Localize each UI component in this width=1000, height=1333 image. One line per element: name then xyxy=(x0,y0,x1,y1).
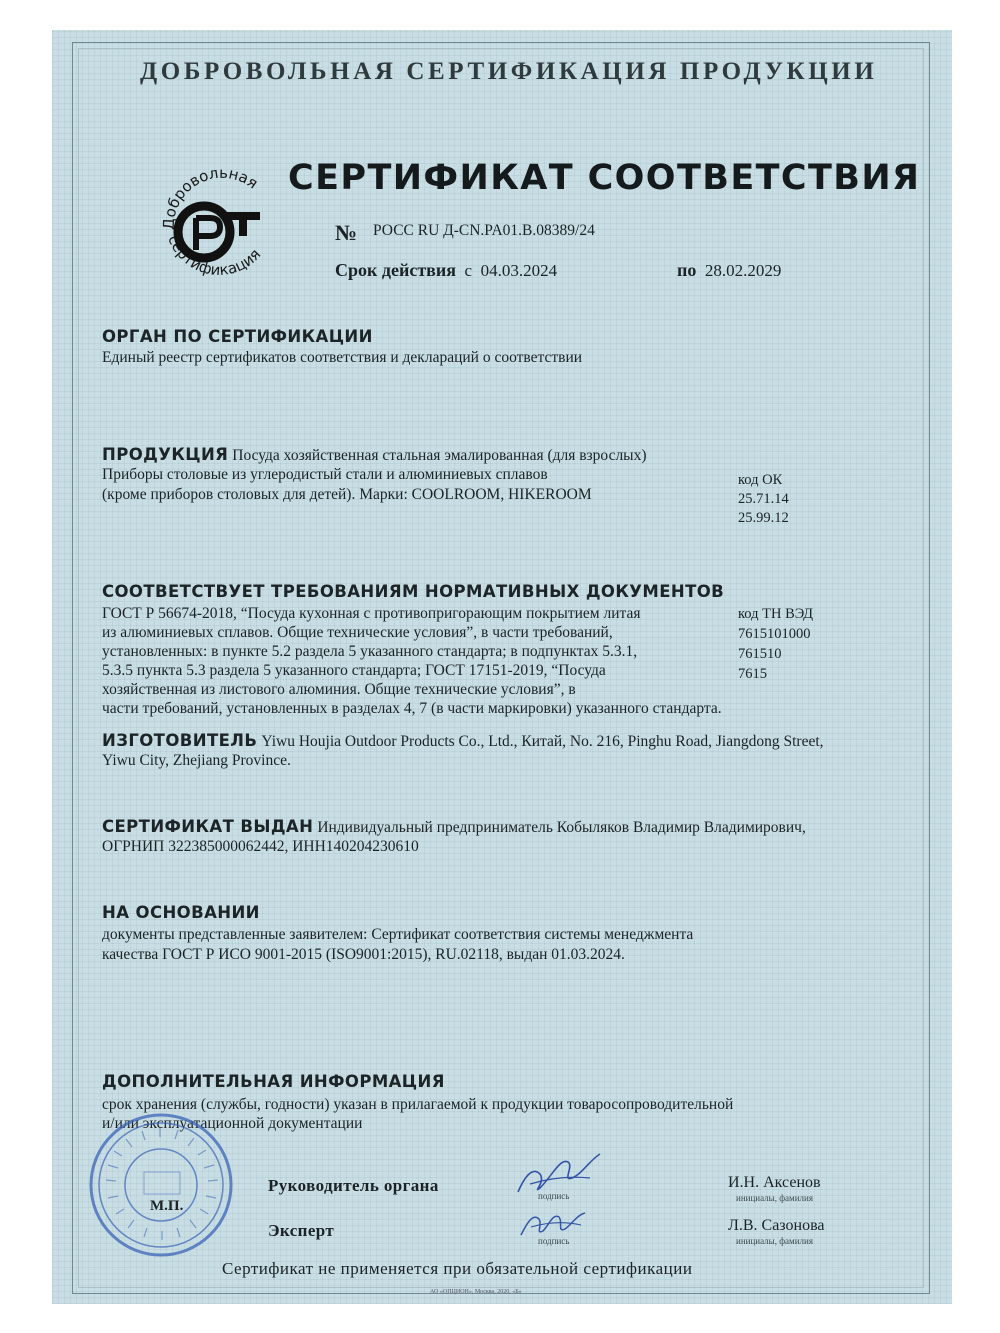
tnved-code-label: код ТН ВЭД xyxy=(738,606,814,622)
issued-to-block xyxy=(102,817,806,837)
certification-body-text: Единый реестр сертификатов соответствия и деклараций о соответствии xyxy=(102,349,583,366)
validity-from-date: 04.03.2024 xyxy=(480,261,558,280)
number-sign: № xyxy=(335,220,358,245)
product-heading: ПРОДУКЦИЯ xyxy=(102,445,229,464)
document-header: ДОБРОВОЛЬНАЯ СЕРТИФИКАЦИЯ ПРОДУКЦИИ xyxy=(140,58,878,85)
ok-code-label: код ОК xyxy=(738,472,783,488)
tnved-code-3: 7615 xyxy=(738,666,767,682)
tnved-code-1: 7615101000 xyxy=(738,626,811,642)
validity-from-label: с xyxy=(464,261,473,280)
official-stamp-icon xyxy=(86,1110,236,1260)
validity-to-label: по xyxy=(677,260,697,280)
requirements-line-1: ГОСТ Р 56674-2018, “Посуда кухонная с противопригорающим покрытием литая xyxy=(102,605,641,622)
logo-top-text: Добровольная xyxy=(160,163,262,231)
manufacturer-line-2: Yiwu City, Zhejiang Province. xyxy=(102,752,291,769)
head-name-caption: инициалы, фамилия xyxy=(736,1193,813,1203)
additional-line-2: и/или эксплуатационной документации xyxy=(102,1115,363,1132)
footer-note: Сертификат не применяется при обязательной сертификации xyxy=(222,1259,693,1278)
basis-line-2: качества ГОСТ Р ИСО 9001-2015 (ISO9001:2015), RU.02118, выдан 01.03.2024. xyxy=(102,946,625,963)
expert-name-caption: инициалы, фамилия xyxy=(736,1236,813,1246)
validity-label: Срок действия xyxy=(335,260,457,280)
expert-name: Л.В. Сазонова xyxy=(728,1217,825,1234)
manufacturer-line-1: Yiwu Houjia Outdoor Products Co., Ltd., Китай, No. 216, Pinghu Road, Jiangdong Street, xyxy=(261,733,824,750)
product-line-1: Посуда хозяйственная стальная эмалированная (для взрослых) xyxy=(232,447,647,464)
stamp-place-label: М.П. xyxy=(150,1198,184,1214)
certificate-number: РОСС RU Д-CN.PA01.B.08389/24 xyxy=(373,222,595,239)
requirements-line-3: установленных: в пункте 5.2 раздела 5 указанного стандарта; в подпунктах 5.3.1, xyxy=(102,643,638,660)
validity-to xyxy=(677,260,781,281)
basis-line-1: документы представленные заявителем: Сертификат соответствия системы менеджмента xyxy=(102,926,694,943)
head-sign-caption: подпись xyxy=(538,1191,570,1201)
validity-from xyxy=(335,260,557,281)
certificate-title: СЕРТИФИКАТ СООТВЕТСТВИЯ xyxy=(288,158,921,198)
requirements-line-5: хозяйственная из листового алюминия. Общие технические условия”, в xyxy=(102,681,576,698)
requirements-line-2: из алюминиевых сплавов. Общие технические условия”, в части требований, xyxy=(102,624,613,641)
tnved-code-2: 761510 xyxy=(738,646,782,662)
ok-code-1: 25.71.14 xyxy=(738,491,789,507)
additional-heading: ДОПОЛНИТЕЛЬНАЯ ИНФОРМАЦИЯ xyxy=(102,1072,445,1091)
issued-to-line-2: ОГРНИП 322385000062442, ИНН140204230610 xyxy=(102,838,419,855)
product-block xyxy=(102,445,647,465)
requirements-line-6: части требований, установленных в разделах 4, 7 (в части маркировки) указанного стандарта. xyxy=(102,700,722,717)
logo-bottom-text: сертификация xyxy=(164,232,265,280)
requirements-heading: СООТВЕТСТВУЕТ ТРЕБОВАНИЯМ НОРМАТИВНЫХ ДОКУМЕНТОВ xyxy=(102,582,725,601)
manufacturer-block xyxy=(102,731,824,751)
manufacturer-heading: ИЗГОТОВИТЕЛЬ xyxy=(102,731,258,750)
head-label: Руководитель органа xyxy=(268,1176,439,1195)
basis-heading: НА ОСНОВАНИИ xyxy=(102,903,260,922)
rst-logo-icon xyxy=(160,160,280,290)
product-line-2: Приборы столовые из углеродистый стали и алюминиевых сплавов xyxy=(102,466,548,483)
certification-body-heading: ОРГАН ПО СЕРТИФИКАЦИИ xyxy=(102,327,373,346)
issued-to-heading: СЕРТИФИКАТ ВЫДАН xyxy=(102,817,314,836)
printer-imprint: АО «ОПЦИОН», Москва, 2020, «Б» xyxy=(430,1289,522,1295)
product-line-3: (кроме приборов столовых для детей). Марки: COOLROOM, HIKEROOM xyxy=(102,486,592,503)
expert-label: Эксперт xyxy=(268,1221,335,1240)
validity-to-date: 28.02.2029 xyxy=(704,261,782,280)
additional-line-1: срок хранения (службы, годности) указан в прилагаемой к продукции товаросопроводительной xyxy=(102,1096,734,1113)
expert-sign-caption: подпись xyxy=(538,1236,570,1246)
issued-to-line-1: Индивидуальный предприниматель Кобыляков Владимир Владимирович, xyxy=(317,819,806,836)
ok-code-2: 25.99.12 xyxy=(738,510,789,526)
requirements-line-4: 5.3.5 пункта 5.3 раздела 5 указанного стандарта; ГОСТ 17151-2019, “Посуда xyxy=(102,662,606,679)
head-name: И.Н. Аксенов xyxy=(728,1174,821,1191)
